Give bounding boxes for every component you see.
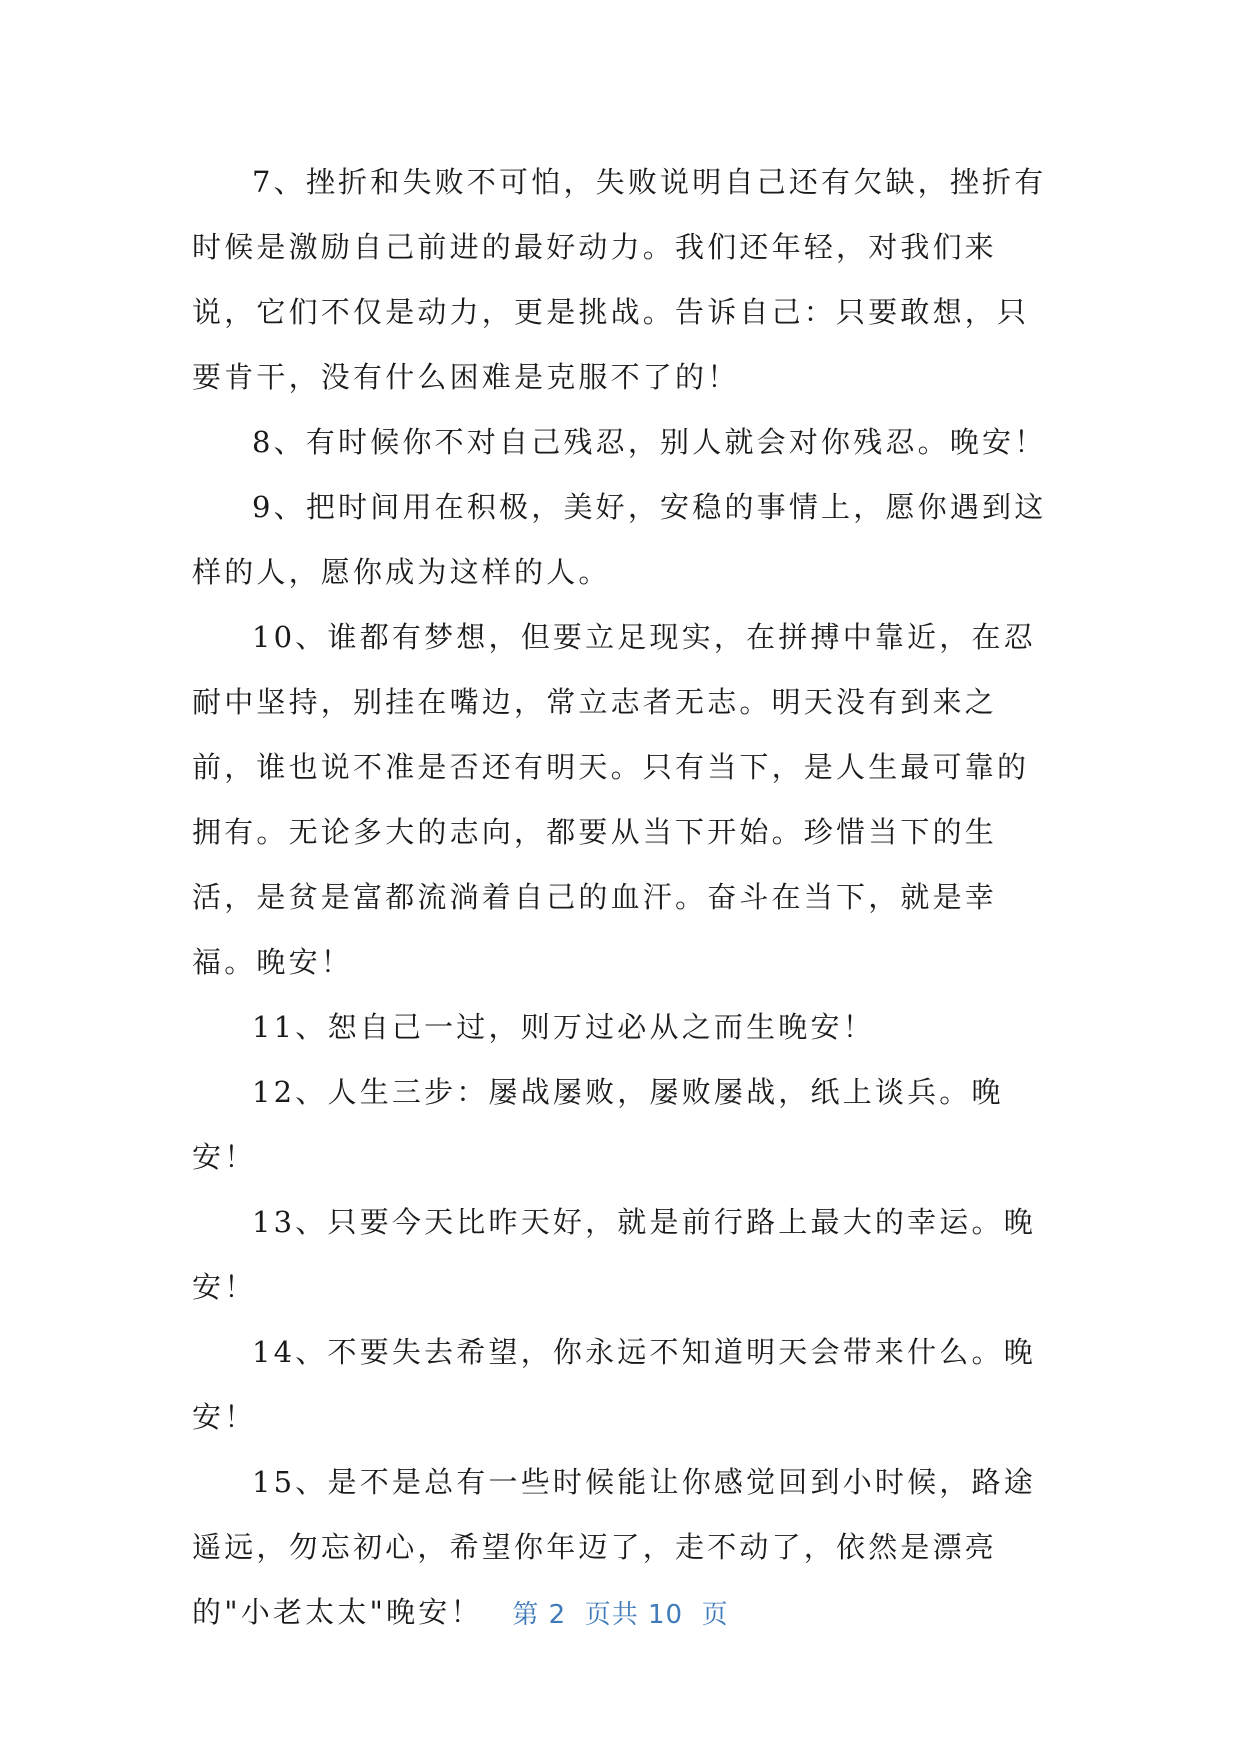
paragraph-12: 12、人生三步：屡战屡败，屡败屡战，纸上谈兵。晚安！ [192,1075,1004,1174]
paragraph-15: 15、是不是总有一些时候能让你感觉回到小时候，路途遥远，勿忘初心，希望你年迈了，走不动了，依然是漂亮的"小老太太"晚安！ [192,1465,1036,1629]
paragraph-14: 14、不要失去希望，你永远不知道明天会带来什么。晚安！ [192,1335,1036,1434]
paragraph-10: 10、谁都有梦想，但要立足现实，在拼搏中靠近，在忍耐中坚持，别挂在嘴边，常立志者无志。明天没有到来之前，谁也说不准是否还有明天。只有当下，是人生最可靠的拥有。无论多大的志向，都要从当下开始。珍惜当下的生活，是贫是富都流淌着自己的血汗。奋斗在当下，就是幸福。晚安！ [192,620,1036,979]
paragraph-11: 11、恕自己一过，则万过必从之而生晚安！ [252,1010,875,1044]
page-number-label: 第 2 页共 10 页 [512,1600,729,1630]
paragraph-7: 7、挫折和失败不可怕，失败说明自己还有欠缺，挫折有时候是激励自己前进的最好动力。我们还年轻，对我们来说，它们不仅是动力，更是挑战。告诉自己：只要敢想，只要肯干，没有什么困难是克服不了的！ [192,165,1047,394]
paragraph-13: 13、只要今天比昨天好，就是前行路上最大的幸运。晚安！ [192,1205,1036,1304]
paragraph-8: 8、有时候你不对自己残忍，别人就会对你残忍。晚安！ [252,425,1047,459]
page-footer [0,1594,1241,1631]
paragraph-9: 9、把时间用在积极，美好，安稳的事情上，愿你遇到这样的人，愿你成为这样的人。 [192,490,1047,589]
document-body [192,150,1052,1645]
